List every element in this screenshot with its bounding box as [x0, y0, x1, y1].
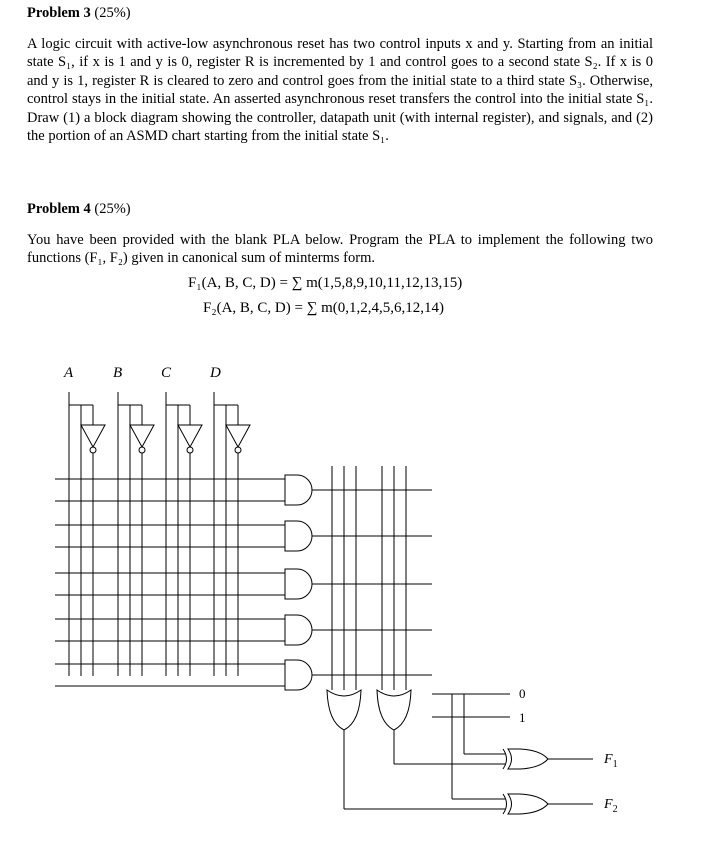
and-output-lines: [312, 490, 432, 675]
equation-f2: F₂(A, B, C, D) = ∑ m(0,1,2,4,5,6,12,14): [203, 300, 445, 316]
input-label-c: C: [161, 365, 172, 381]
input-lines: [69, 405, 238, 676]
equation-f1: F₁(A, B, C, D) = ∑ m(1,5,8,9,10,11,12,13,15): [188, 275, 463, 291]
or-array-lines: [332, 466, 406, 690]
constant-lines: [432, 694, 510, 799]
and-gates: [285, 475, 312, 690]
input-buffers: [69, 392, 250, 453]
input-label-a: A: [64, 365, 74, 381]
output-label-f1: $F_1$: [604, 752, 618, 770]
problem3-weight: (25%): [94, 5, 131, 21]
input-label-b: B: [113, 365, 123, 381]
constant-label-1: 1: [519, 710, 526, 725]
input-label-d: D: [210, 365, 221, 381]
or-gates: [327, 690, 411, 730]
problem4-weight: (25%): [94, 201, 131, 217]
problem4-title: Problem 4: [27, 201, 91, 217]
constant-label-0: 0: [519, 686, 526, 701]
product-term-lines: [55, 479, 285, 686]
output-label-f2: $F_2$: [604, 797, 618, 815]
problem4-body: You have been provided with the blank PLA below. Program the PLA to implement the following two functions (F₁, F₂) given in canonical sum of minterms form.: [27, 232, 653, 267]
problem3-body: A logic circuit with active-low asynchronous reset has two control inputs x and y. Starting from an initial state S₁, if x is 1 and y is 0, register R is incremented by 1 and control goes to a second state S₂. If x is 0 and y is 1, register R is cleared to zero and control goes from the initial state to a third state S₃. Otherwise, control stays in the initial state. An asserted asynchronous reset transfers the control into the initial state S₁. Draw (1) a block diagram showing the controller, datapath unit (with internal register), and signals, and (2) the portion of an ASMD chart starting from the initial state S₁.: [27, 36, 653, 145]
xor-gates: [503, 749, 548, 814]
problem3-title: Problem 3: [27, 5, 91, 21]
